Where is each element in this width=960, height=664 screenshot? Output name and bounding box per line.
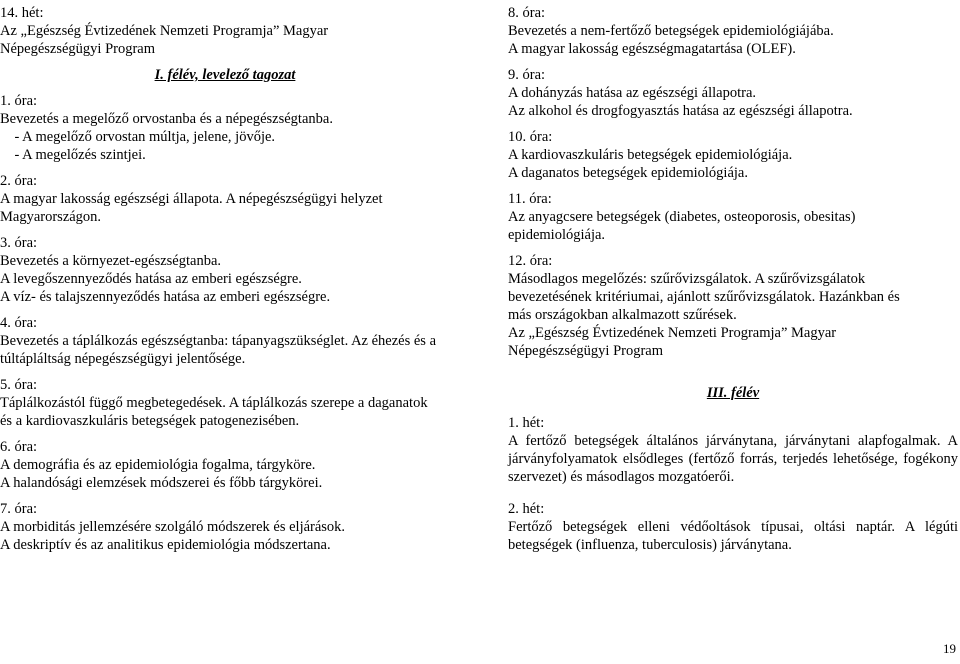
lesson-title: 9. óra:	[508, 67, 546, 83]
lesson-10	[508, 128, 958, 182]
lesson-line: Népegészségügyi Program	[508, 343, 664, 359]
lesson-line: - A megelőző orvostan múltja, jelene, jövője.	[0, 129, 276, 145]
lesson-line: bevezetésének kritériumai, ajánlott szűrővizsgálatok. Hazánkban és	[508, 289, 900, 305]
lesson-line: A levegőszennyeződés hatása az emberi egészségre.	[0, 271, 302, 287]
lesson-line: túltápláltság népegészségügyi jelentősége.	[0, 351, 246, 367]
lesson-line: - A megelőzés szintjei.	[0, 147, 146, 163]
lesson-line: A deskriptív és az analitikus epidemiológia módszertana.	[0, 537, 331, 553]
program-title-line-1: Az „Egészség Évtizedének Nemzeti Programja” Magyar	[0, 23, 329, 39]
lesson-1	[0, 92, 450, 164]
lesson-title: 6. óra:	[0, 439, 38, 455]
lesson-title: 5. óra:	[0, 377, 38, 393]
lesson-11	[508, 190, 958, 244]
week-1	[508, 414, 958, 486]
lesson-line: Másodlagos megelőzés: szűrővizsgálatok. A szűrővizsgálatok	[508, 271, 866, 287]
lesson-title: 10. óra:	[508, 129, 553, 145]
lesson-line: A dohányzás hatása az egészségi állapotra.	[508, 85, 757, 101]
lesson-line: Az „Egészség Évtizedének Nemzeti Programja” Magyar	[508, 325, 837, 341]
week-text: A fertőző betegségek általános járványtana, járványtani alapfogalmak. A járványfolyamatok elsődleges (fertőző forrás, terjedés lehetősége, fogékony szervezet) és másodlagos mozgatóerői.	[508, 433, 958, 485]
lesson-line: A magyar lakosság egészségi állapota. A népegészségügyi helyzet	[0, 191, 383, 207]
lesson-title: 1. óra:	[0, 93, 38, 109]
right-column	[508, 4, 958, 562]
lesson-title: 7. óra:	[0, 501, 38, 517]
lesson-2	[0, 172, 450, 226]
lesson-line: A víz- és talajszennyeződés hatása az emberi egészségre.	[0, 289, 331, 305]
semester-heading-3: III. félév	[706, 385, 760, 401]
lesson-3	[0, 234, 450, 306]
week-title: 2. hét:	[508, 501, 545, 517]
lesson-12	[508, 252, 958, 360]
lesson-line: Táplálkozástól függő megbetegedések. A táplálkozás szerepe a daganatok	[0, 395, 428, 411]
semester-heading: I. félév, levelező tagozat	[154, 67, 296, 83]
lesson-line: Az anyagcsere betegségek (diabetes, osteoporosis, obesitas)	[508, 209, 856, 225]
week-title: 1. hét:	[508, 415, 545, 431]
lesson-6	[0, 438, 450, 492]
lesson-title: 4. óra:	[0, 315, 38, 331]
lesson-line: A magyar lakosság egészségmagatartása (OLEF).	[508, 41, 796, 57]
lesson-line: Bevezetés a táplálkozás egészségtanba: tápanyagszükséglet. Az éhezés és a	[0, 333, 437, 349]
lesson-line: és a kardiovaszkuláris betegségek patogenezisében.	[0, 413, 300, 429]
lesson-title: 12. óra:	[508, 253, 553, 269]
lesson-line: A demográfia és az epidemiológia fogalma, tárgyköre.	[0, 457, 316, 473]
week-2	[508, 500, 958, 554]
lesson-title: 8. óra:	[508, 5, 546, 21]
lesson-line: Az alkohol és drogfogyasztás hatása az egészségi állapotra.	[508, 103, 853, 119]
lesson-line: A kardiovaszkuláris betegségek epidemiológiája.	[508, 147, 793, 163]
lesson-line: A daganatos betegségek epidemiológiája.	[508, 165, 748, 181]
lesson-line: Bevezetés a nem-fertőző betegségek epidemiológiájába.	[508, 23, 834, 39]
page-number: 19	[943, 641, 956, 656]
lesson-5	[0, 376, 450, 430]
lesson-line: A morbiditás jellemzésére szolgáló módszerek és eljárások.	[0, 519, 346, 535]
week-header-block	[0, 4, 450, 58]
lesson-line: Bevezetés a környezet-egészségtanba.	[0, 253, 222, 269]
lesson-line: A halandósági elemzések módszerei és főbb tárgykörei.	[0, 475, 323, 491]
lesson-line: Bevezetés a megelőző orvostanba és a népegészségtanba.	[0, 111, 333, 127]
lesson-4	[0, 314, 450, 368]
program-title-line-2: Népegészségügyi Program	[0, 41, 156, 57]
lesson-line: epidemiológiája.	[508, 227, 606, 243]
lesson-title: 3. óra:	[0, 235, 38, 251]
lesson-title: 11. óra:	[508, 191, 552, 207]
lesson-7	[0, 500, 450, 554]
lesson-8	[508, 4, 958, 58]
lesson-9	[508, 66, 958, 120]
lesson-line: más országokban alkalmazott szűrések.	[508, 307, 737, 323]
left-column	[0, 4, 450, 562]
lesson-title: 2. óra:	[0, 173, 38, 189]
week-header: 14. hét:	[0, 5, 44, 21]
week-text: Fertőző betegségek elleni védőoltások típusai, oltási naptár. A légúti betegségek (influenza, tuberculosis) járványtana.	[508, 519, 958, 553]
lesson-line: Magyarországon.	[0, 209, 102, 225]
